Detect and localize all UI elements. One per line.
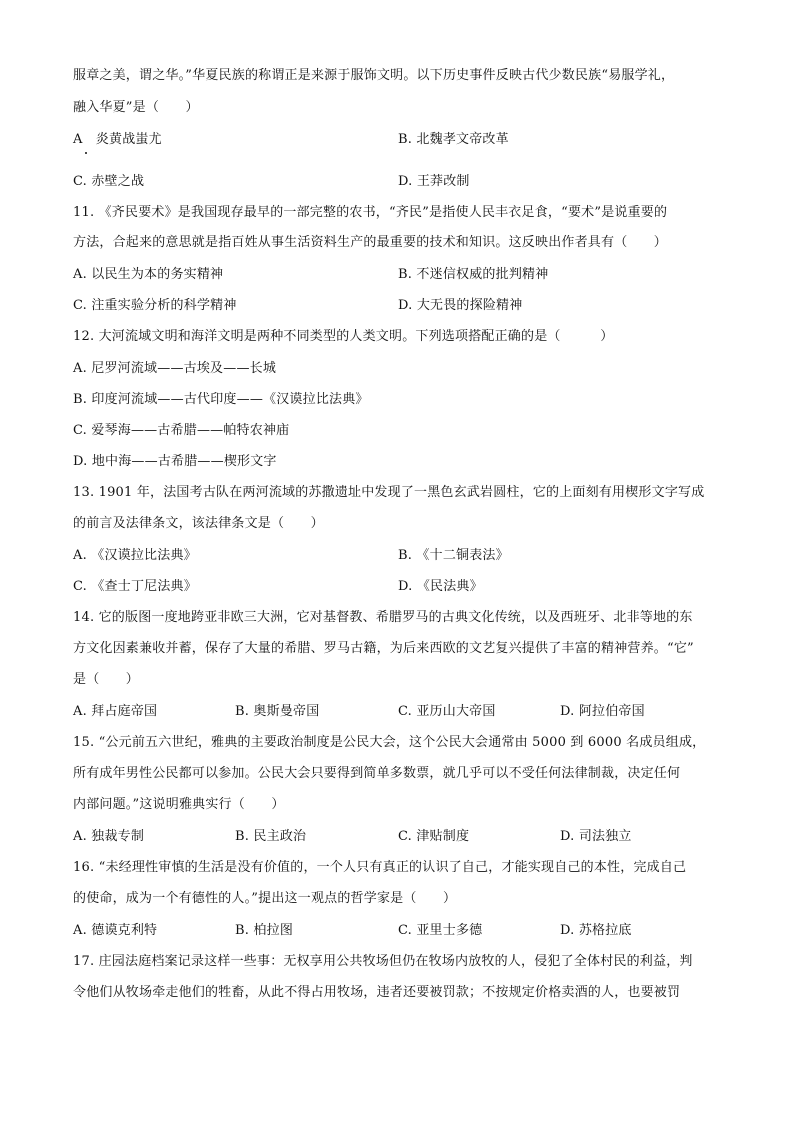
q11-stem-line2: 方法，合起来的意思就是指百姓从事生活资料生产的最重要的技术和知识。这反映出作者具有（ ） — [73, 235, 668, 250]
q16-option-d[interactable]: D. 苏格拉底 — [560, 923, 632, 938]
q17-stem-line2: 令他们从牧场牵走他们的牲畜，从此不得占用牧场，违者还要被罚款；不按规定价格卖酒的人，也要被罚 — [73, 985, 681, 1000]
q10-option-b[interactable]: B. 北魏孝文帝改革 — [398, 132, 509, 147]
q15-option-d[interactable]: D. 司法独立 — [560, 829, 632, 844]
stray-dot-mark — [85, 152, 87, 154]
q14-stem-line2: 方文化因素兼收并蓄，保存了大量的希腊、罗马古籍，为后来西欧的文艺复兴提供了丰富的精神营养。“它” — [73, 641, 694, 656]
q10-option-c[interactable]: C. 赤壁之战 — [73, 174, 145, 189]
q13-option-d[interactable]: D. 《民法典》 — [398, 579, 483, 594]
q12-option-c[interactable]: C. 爱琴海——古希腊——帕特农神庙 — [73, 423, 290, 438]
q15-stem-line3: 内部问题。”这说明雅典实行（ ） — [73, 797, 285, 812]
q13-option-b[interactable]: B. 《十二铜表法》 — [398, 548, 509, 563]
q12-option-a[interactable]: A. 尼罗河流域——古埃及——长城 — [73, 361, 277, 376]
q10-option-a[interactable]: A 炎黄战蚩尤 — [73, 132, 162, 147]
q16-option-c[interactable]: C. 亚里士多德 — [398, 923, 483, 938]
q13-option-a[interactable]: A. 《汉谟拉比法典》 — [73, 548, 197, 563]
q10-option-d[interactable]: D. 王莽改制 — [398, 174, 470, 189]
q16-stem-line1: 16. “未经理性审慎的生活是没有价值的，一个人只有真正的认识了自己，才能实现自己的本性，完成自己 — [73, 860, 687, 875]
q12-option-b[interactable]: B. 印度河流域——古代印度——《汉谟拉比法典》 — [73, 392, 369, 407]
q14-option-a[interactable]: A. 拜占庭帝国 — [73, 704, 158, 719]
q10-stem-line1: 服章之美，谓之华。”华夏民族的称谓正是来源于服饰文明。以下历史事件反映古代少数民族“易服学礼， — [73, 68, 675, 83]
q14-option-d[interactable]: D. 阿拉伯帝国 — [560, 704, 645, 719]
q11-option-b[interactable]: B. 不迷信权威的批判精神 — [398, 267, 549, 282]
q14-stem-line1: 14. 它的版图一度地跨亚非欧三大洲，它对基督教、希腊罗马的古典文化传统，以及西班牙、北非等地的东 — [73, 610, 693, 625]
q11-stem-line1: 11. 《齐民要术》是我国现存最早的一部完整的农书，“齐民”是指使人民丰衣足食，“要术”是说重要的 — [73, 205, 668, 220]
q13-stem-line1: 13. 1901 年，法国考古队在两河流域的苏撒遗址中发现了一黑色玄武岩圆柱，它的上面刻有用楔形文字写成 — [73, 485, 705, 500]
q15-option-a[interactable]: A. 独裁专制 — [73, 829, 145, 844]
q15-option-c[interactable]: C. 津贴制度 — [398, 829, 470, 844]
q14-option-b[interactable]: B. 奥斯曼帝国 — [235, 704, 320, 719]
q13-stem-line2: 的前言及法律条文，该法律条文是（ ） — [73, 516, 324, 531]
q12-option-d[interactable]: D. 地中海——古希腊——楔形文字 — [73, 454, 277, 469]
q10-stem-line2: 融入华夏”是（ ） — [73, 100, 199, 115]
q16-stem-line2: 的使命，成为一个有德性的人。”提出这一观点的哲学家是（ ） — [73, 891, 457, 906]
q17-stem-line1: 17. 庄园法庭档案记录这样一些事：无权享用公共牧场但仍在牧场内放牧的人，侵犯了全体村民的利益，判 — [73, 954, 693, 969]
q16-option-b[interactable]: B. 柏拉图 — [235, 923, 294, 938]
q15-stem-line2: 所有成年男性公民都可以参加。公民大会只要得到简单多数票，就几乎可以不受任何法律制裁，决定任何 — [73, 766, 681, 781]
q13-option-c[interactable]: C. 《查士丁尼法典》 — [73, 579, 197, 594]
q15-stem-line1: 15. “公元前五六世纪，雅典的主要政治制度是公民大会，这个公民大会通常由 5000 到 6000 名成员组成， — [73, 735, 706, 750]
q14-option-c[interactable]: C. 亚历山大帝国 — [398, 704, 496, 719]
q12-stem-line1: 12. 大河流域文明和海洋文明是两种不同类型的人类文明。下列选项搭配正确的是（ ） — [73, 329, 614, 344]
q16-option-a[interactable]: A. 德谟克利特 — [73, 923, 158, 938]
exam-page — [73, 0, 723, 1123]
q15-option-b[interactable]: B. 民主政治 — [235, 829, 307, 844]
q11-option-a[interactable]: A. 以民生为本的务实精神 — [73, 267, 224, 282]
q11-option-d[interactable]: D. 大无畏的探险精神 — [398, 298, 523, 313]
q14-stem-line3: 是（ ） — [73, 672, 140, 687]
q11-option-c[interactable]: C. 注重实验分析的科学精神 — [73, 298, 237, 313]
